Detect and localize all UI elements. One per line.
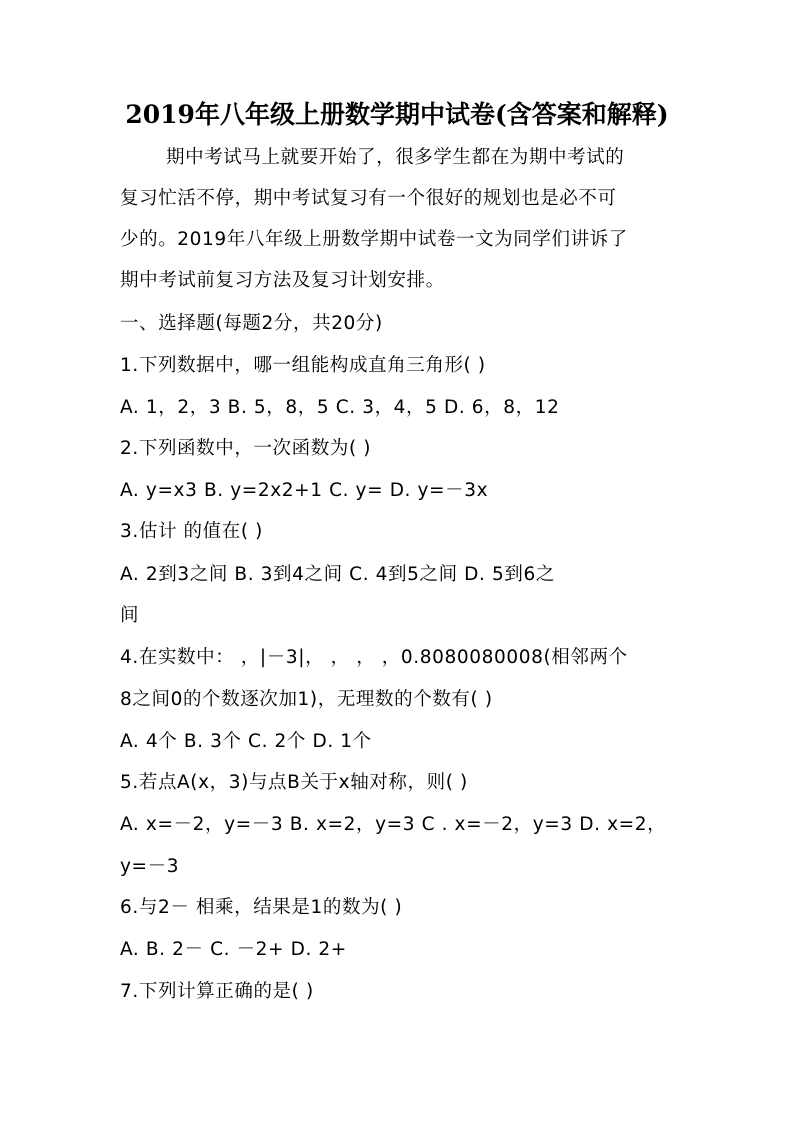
question-4-cont: 8之间0的个数逐次加1)，无理数的个数有( ) [120, 689, 493, 710]
intro-line-2: 复习忙活不停，期中考试复习有一个很好的规划也是必不可 [120, 188, 617, 209]
question-2-options: A. y=x3 B. y=2x2+1 C. y= D. y=－3x [120, 480, 489, 501]
question-7: 7.下列计算正确的是( ) [120, 981, 314, 1002]
question-3-options-cont: 间 [120, 605, 140, 626]
section-heading: 一、选择题(每题2分，共20分) [120, 313, 383, 334]
intro-line-3: 少的。2019年八年级上册数学期中试卷一文为同学们讲诉了 [120, 229, 628, 250]
intro-line-1: 期中考试马上就要开始了，很多学生都在为期中考试的 [166, 147, 625, 168]
question-3-options: A. 2到3之间 B. 3到4之间 C. 4到5之间 D. 5到6之 [120, 564, 555, 585]
document-title: 2019年八年级上册数学期中试卷(含答案和解释) [125, 100, 669, 129]
question-5: 5.若点A(x，3)与点B关于x轴对称，则( ) [120, 772, 468, 793]
question-4-options: A. 4个 B. 3个 C. 2个 D. 1个 [120, 731, 372, 752]
question-1: 1.下列数据中，哪一组能构成直角三角形( ) [120, 355, 486, 376]
question-4: 4.在实数中： ，|－3|， ， ， ，0.8080080008(相邻两个 [120, 647, 628, 668]
question-2: 2.下列函数中，一次函数为( ) [120, 438, 372, 459]
question-3: 3.估计 的值在( ) [120, 521, 263, 542]
question-5-options: A. x=－2，y=－3 B. x=2，y=3 C . x=－2，y=3 D. x=2， [120, 814, 667, 835]
question-1-options: A. 1，2，3 B. 5，8，5 C. 3，4，5 D. 6，8，12 [120, 397, 560, 418]
question-6: 6.与2－ 相乘，结果是1的数为( ) [120, 897, 403, 918]
question-5-options-cont: y=－3 [120, 856, 180, 877]
intro-line-4: 期中考试前复习方法及复习计划安排。 [120, 270, 445, 291]
question-6-options: A. B. 2－ C. －2+ D. 2+ [120, 939, 347, 960]
